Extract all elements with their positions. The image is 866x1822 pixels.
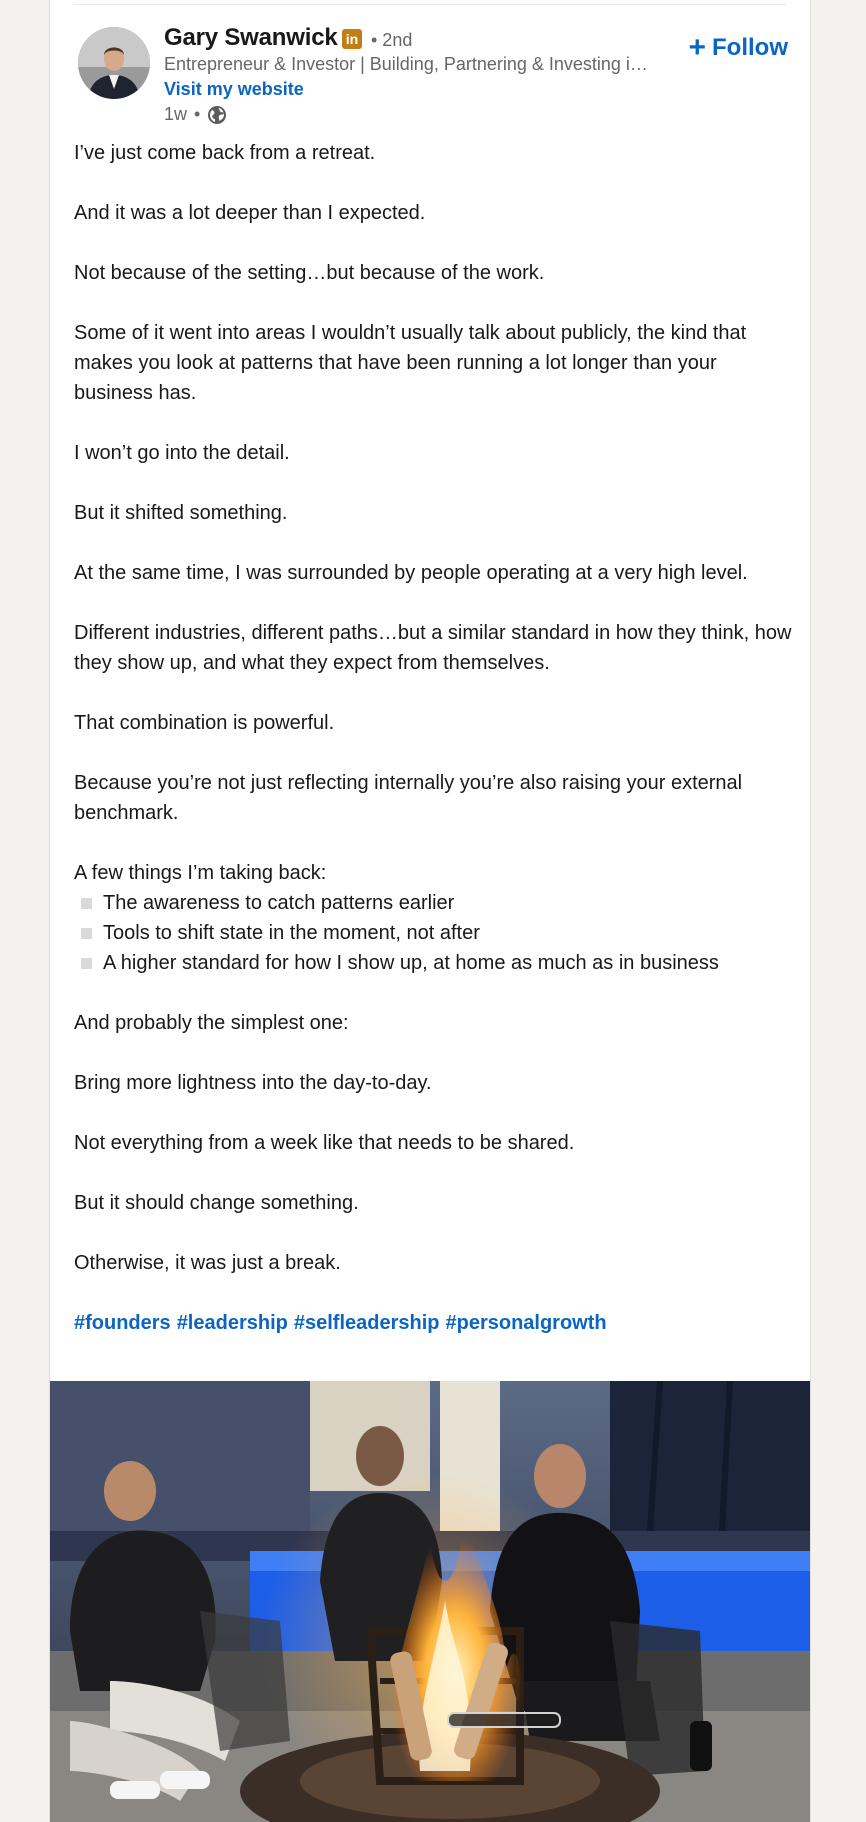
author-avatar[interactable]: [78, 27, 150, 99]
bullet-icon: [81, 898, 92, 909]
post-paragraph: Some of it went into areas I wouldn’t usually talk about publicly, the kind that makes you look at patterns that have been running a lot longer than your business has.: [74, 322, 747, 404]
visit-website-link[interactable]: Visit my website: [164, 79, 304, 99]
post-paragraph: But it shifted something.: [74, 502, 288, 524]
divider: [74, 4, 786, 5]
post-paragraph: Different industries, different paths…but a similar standard in how they think, how they show up, and what they expect from themselves.: [74, 622, 792, 674]
post-paragraph: And probably the simplest one:: [74, 1012, 349, 1034]
hashtag-list: [74, 1308, 794, 1338]
author-headline: Entrepreneur & Investor | Building, Partnering & Investing i…: [164, 54, 648, 74]
hashtag-link[interactable]: #selfleadership: [293, 1312, 440, 1334]
post-paragraph: Not everything from a week like that needs to be shared.: [74, 1132, 575, 1154]
post-paragraph: Bring more lightness into the day-to-day.: [74, 1072, 432, 1094]
post-paragraph: I won’t go into the detail.: [74, 442, 290, 464]
globe-icon: [207, 105, 227, 125]
post-paragraph: That combination is powerful.: [74, 712, 335, 734]
list-item: A higher standard for how I show up, at home as much as in business: [74, 948, 794, 978]
post-paragraph: I’ve just come back from a retreat.: [74, 142, 376, 164]
post-paragraph: Because you’re not just reflecting internally you’re also raising your external benchmark.: [74, 772, 743, 824]
plus-icon: +: [688, 31, 707, 64]
post-time: 1w: [164, 104, 188, 124]
author-name[interactable]: Gary Swanwick: [164, 24, 338, 51]
bullet-icon: [81, 928, 92, 939]
list-item: Tools to shift state in the moment, not after: [74, 918, 794, 948]
hashtag-link[interactable]: #personalgrowth: [445, 1312, 607, 1334]
post-paragraph: And it was a lot deeper than I expected.: [74, 202, 426, 224]
post-paragraph: Otherwise, it was just a break.: [74, 1252, 341, 1274]
post-paragraph: A few things I’m taking back:: [74, 862, 327, 884]
post-card: [49, 0, 811, 1822]
hashtag-link[interactable]: #leadership: [176, 1312, 288, 1334]
connection-degree: • 2nd: [371, 30, 413, 50]
follow-label: Follow: [712, 34, 788, 61]
takeaway-list: [74, 888, 794, 978]
post-body: [74, 138, 794, 1338]
carousel-indicator[interactable]: [447, 1712, 561, 1728]
linkedin-premium-icon: in: [342, 29, 362, 49]
list-item: The awareness to catch patterns earlier: [74, 888, 794, 918]
post-meta: [164, 104, 227, 125]
bullet-icon: [81, 958, 92, 969]
post-paragraph: Not because of the setting…but because of the work.: [74, 262, 545, 284]
post-paragraph: At the same time, I was surrounded by people operating at a very high level.: [74, 562, 748, 584]
follow-button[interactable]: [688, 31, 788, 65]
meta-separator: •: [194, 104, 201, 124]
post-paragraph: But it should change something.: [74, 1192, 359, 1214]
hashtag-link[interactable]: #founders: [74, 1312, 171, 1334]
post-image[interactable]: [50, 1381, 810, 1822]
